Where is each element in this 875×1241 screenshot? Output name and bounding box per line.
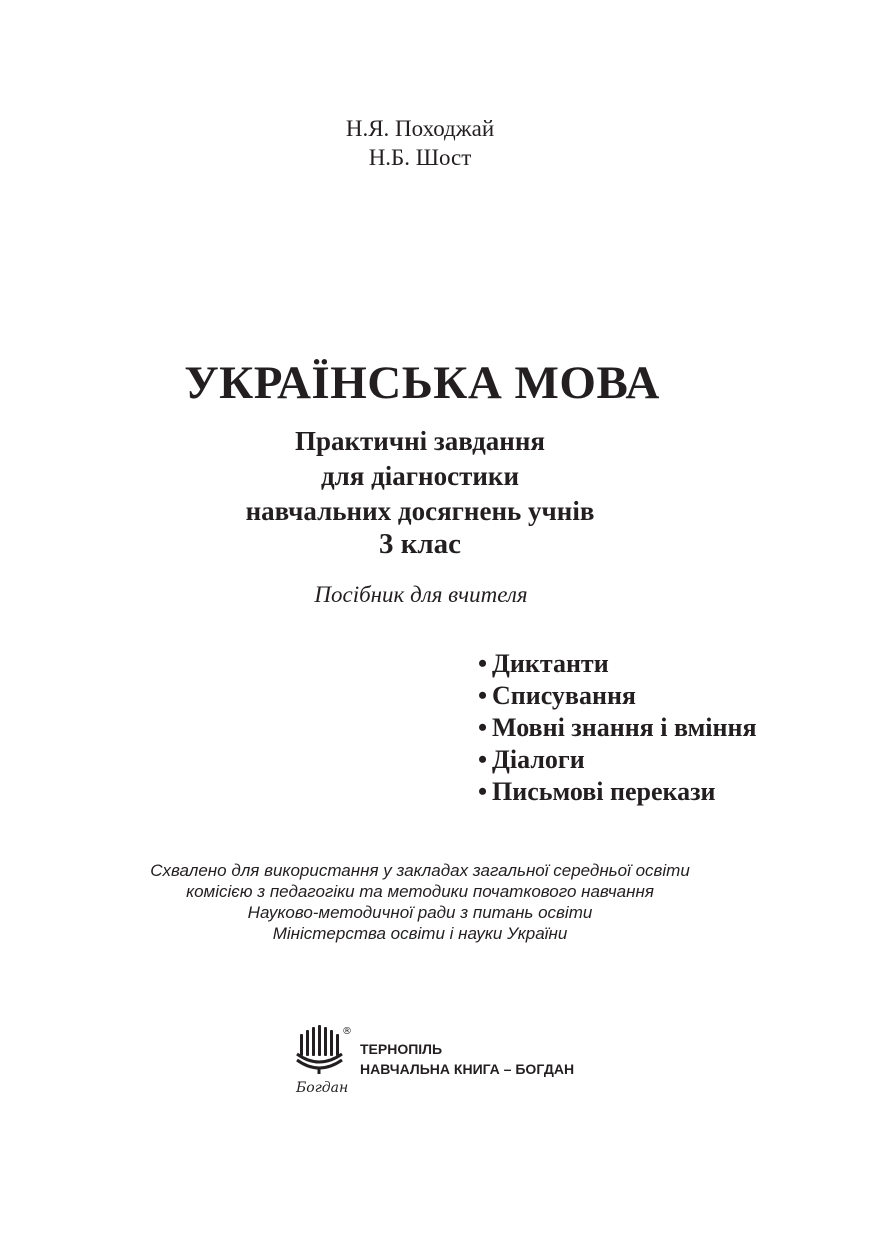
approval-line: Схвалено для використання у закладах загальної середньої освіти [150,861,690,880]
manual-type: Посібник для вчителя [314,582,528,607]
subtitle-line: для діагностики [320,461,520,491]
approval-line: комісією з педагогіки та методики початкового навчання [186,882,654,901]
approval-line: Науково-методичної ради з питань освіти [247,903,593,922]
bohdan-book-logo-icon [294,1024,358,1098]
topic-label: Мовні знання і вміння [492,713,757,742]
registered-mark: ® [342,1026,352,1037]
subtitle-line: Практичні завдання [294,426,546,456]
topics-list [478,648,757,808]
bullet: • [478,649,488,678]
list-item [478,648,757,680]
approval-line: Міністерства освіти і науки України [272,924,568,943]
logo-signature: Богдан [296,1080,349,1096]
bullet: • [478,777,488,806]
bullet: • [478,681,488,710]
list-item [478,680,757,712]
author-name: Н.Я. Походжай [345,116,495,141]
publisher-text [360,1039,574,1079]
publisher-name: НАВЧАЛЬНА КНИГА – БОГДАН [360,1061,575,1077]
list-item [478,776,757,808]
bullet: • [478,713,488,742]
book-title: УКРАЇНСЬКА МОВА [184,357,660,409]
publisher-city: ТЕРНОПІЛЬ [360,1041,443,1057]
list-item [478,712,757,744]
topic-label: Письмові перекази [492,777,716,806]
publisher-block [294,1024,714,1098]
list-item [478,744,757,776]
topic-label: Диктанти [492,649,609,678]
author-name: Н.Б. Шост [368,145,472,170]
bullet: • [478,745,488,774]
subtitle-line: навчальних досягнень учнів [245,496,595,526]
topic-label: Списування [492,681,637,710]
topic-label: Діалоги [492,745,585,774]
approval-note [0,860,840,944]
grade-label: 3 клас [378,528,462,560]
authors-block [0,114,840,172]
book-subtitle [0,424,840,529]
